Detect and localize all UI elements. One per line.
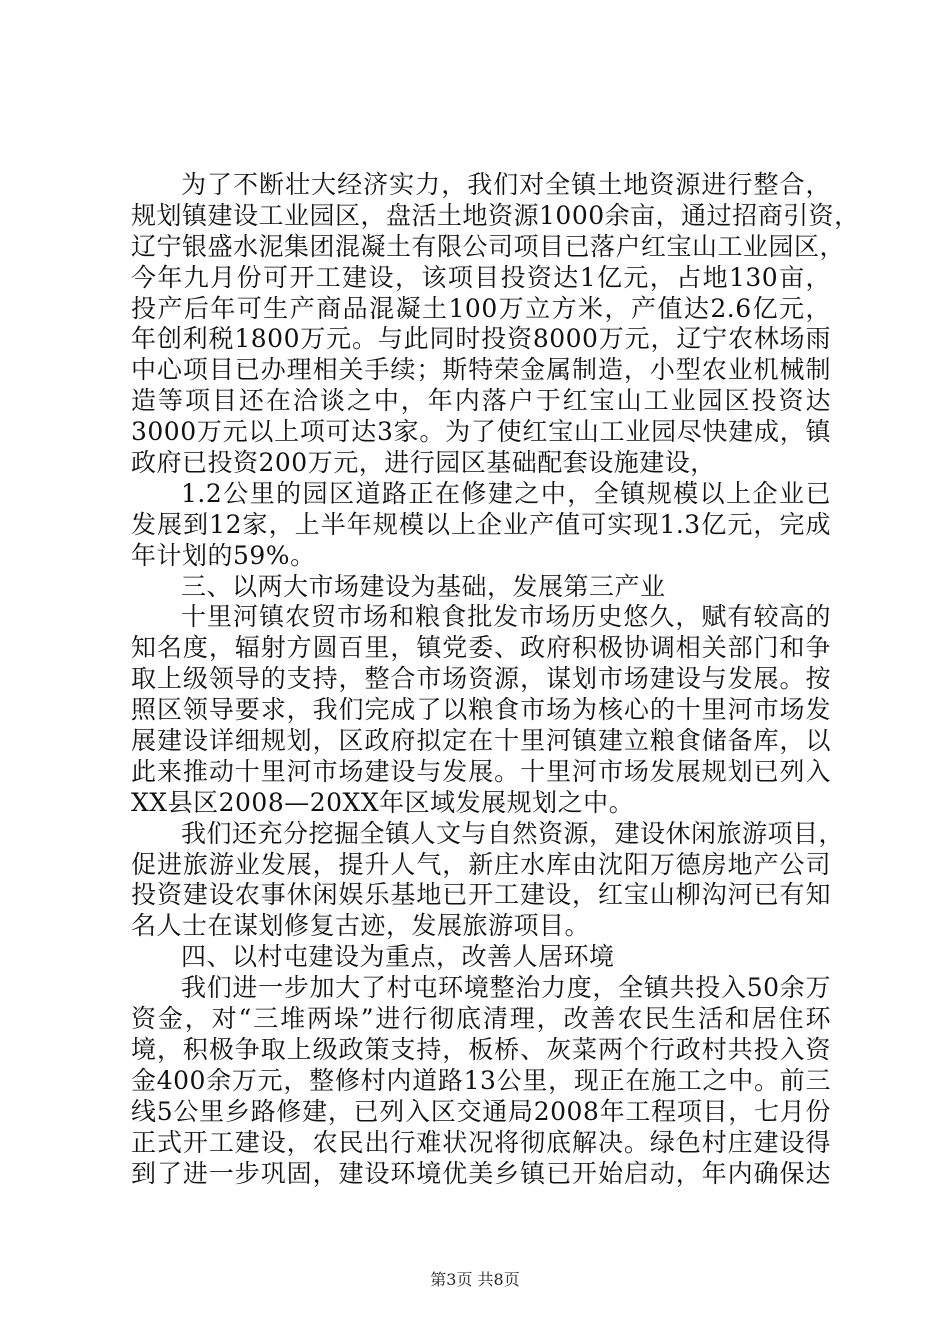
text-line: 造等项目还在洽谈之中，年内落户于红宝山工业园区投资达 bbox=[131, 386, 831, 416]
text-line: 中心项目已办理相关手续；斯特荣金属制造，小型农业机械制 bbox=[131, 355, 831, 385]
text-line: 名人士在谋划修复古迹，发展旅游项目。 bbox=[131, 911, 591, 941]
text-line: 金400余万元，整修村内道路13公里，现正在施工之中。前三 bbox=[131, 1065, 831, 1095]
text-line: 到了进一步巩固，建设环境优美乡镇已开始启动，年内确保达 bbox=[131, 1158, 831, 1188]
text-line: XX县区2008—20XX年区域发展规划之中。 bbox=[131, 787, 635, 817]
text-line: 三、以两大市场建设为基础，发展第三产业 bbox=[181, 571, 666, 601]
text-line: 发展到12家，上半年规模以上企业产值可实现1.3亿元，完成 bbox=[131, 509, 831, 539]
text-line: 资金，对“三堆两垛”进行彻底清理，改善农民生活和居住环 bbox=[131, 1004, 831, 1034]
text-line: 知名度，辐射方圆百里，镇党委、政府积极协调相关部门和争 bbox=[131, 633, 831, 663]
text-line: 十里河镇农贸市场和粮食批发市场历史悠久，赋有较高的 bbox=[181, 602, 831, 632]
text-line: 取上级领导的支持，整合市场资源，谋划市场建设与发展。按 bbox=[131, 664, 831, 694]
text-line: 政府已投资200万元，进行园区基础配套设施建设， bbox=[131, 448, 716, 478]
text-line: 年创利税1800万元。与此同时投资8000万元，辽宁农林场雨 bbox=[131, 324, 831, 354]
text-line: 展建设详细规划，区政府拟定在十里河镇建立粮食储备库，以 bbox=[131, 726, 831, 756]
text-line: 年计划的59%。 bbox=[131, 540, 316, 570]
text-line: 投产后年可生产商品混凝土100万立方米，产值达2.6亿元， bbox=[131, 293, 831, 323]
text-line: 1.2公里的园区道路正在修建之中，全镇规模以上企业已 bbox=[181, 478, 831, 508]
text-line: 四、以村屯建设为重点，改善人居环境 bbox=[181, 942, 615, 972]
text-line: 此来推动十里河市场建设与发展。十里河市场发展规划已列入 bbox=[131, 756, 831, 786]
text-line: 我们进一步加大了村屯环境整治力度，全镇共投入50余万 bbox=[181, 973, 831, 1003]
text-line: 正式开工建设，农民出行难状况将彻底解决。绿色村庄建设得 bbox=[131, 1127, 831, 1157]
text-line: 照区领导要求，我们完成了以粮食市场为核心的十里河市场发 bbox=[131, 695, 831, 725]
text-line: 规划镇建设工业园区，盘活土地资源1000余亩，通过招商引资， bbox=[131, 200, 860, 230]
text-line: 我们还充分挖掘全镇人文与自然资源，建设休闲旅游项目， bbox=[181, 818, 845, 848]
text-line: 促进旅游业发展，提升人气，新庄水库由沈阳万德房地产公司 bbox=[131, 849, 831, 879]
page-footer: 第3页 共8页 bbox=[430, 1270, 520, 1289]
text-line: 3000万元以上项可达3家。为了使红宝山工业园尽快建成，镇 bbox=[131, 417, 831, 447]
text-line: 辽宁银盛水泥集团混凝土有限公司项目已落户红宝山工业园区， bbox=[131, 231, 846, 261]
text-line: 投资建设农事休闲娱乐基地已开工建设，红宝山柳沟河已有知 bbox=[131, 880, 831, 910]
text-line: 线5公里乡路修建，已列入区交通局2008年工程项目，七月份 bbox=[131, 1096, 831, 1126]
document-body bbox=[131, 170, 860, 1189]
text-line: 境，积极争取上级政策支持，板桥、灰菜两个行政村共投入资 bbox=[131, 1034, 831, 1064]
text-line: 今年九月份可开工建设，该项目投资达1亿元，占地130亩， bbox=[131, 262, 831, 292]
text-line: 为了不断壮大经济实力，我们对全镇土地资源进行整合， bbox=[181, 170, 831, 199]
